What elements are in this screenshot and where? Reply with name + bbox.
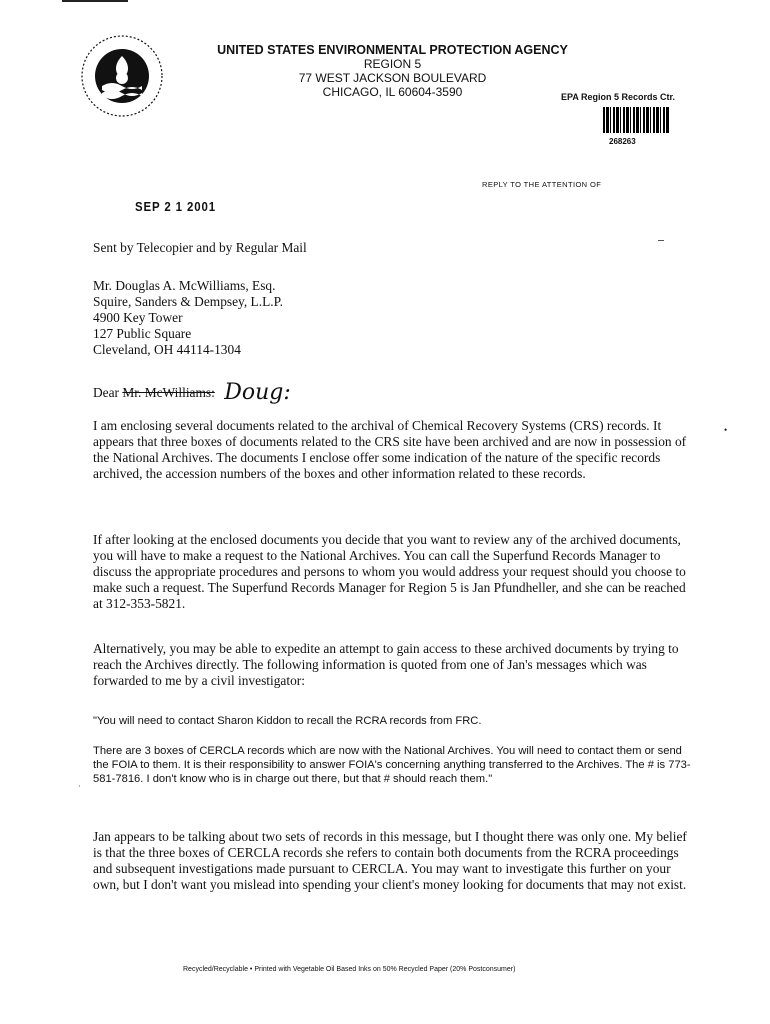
letterhead xyxy=(200,43,585,99)
sent-by-line: Sent by Telecopier and by Regular Mail xyxy=(93,240,307,255)
salutation xyxy=(93,378,291,403)
stray-mark: · xyxy=(78,782,81,791)
recycled-paper-footer: Recycled/Recyclable • Printed with Vegetable Oil Based Inks on 50% Recycled Paper (20% Postconsumer) xyxy=(183,966,516,973)
letter-date: SEP 2 1 2001 xyxy=(135,199,216,214)
paragraph-1: I am enclosing several documents related to the archival of Chemical Recovery Systems (CRS) records. It appears that three boxes of documents related to the CRS site have been archived and are now in possession of the National Archives. The documents I enclose offer some indication of the nature of the specific records archived, the accession numbers of the boxes and other information related to these records. xyxy=(93,418,687,481)
stray-mark: • xyxy=(724,425,728,435)
paragraph-2: If after looking at the enclosed documents you decide that you want to review any of the archived documents, you will have to make a request to the National Archives. You can call the Superfund Records Manager to discuss the appropriate procedures and persons to whom you would address your request should you choose to make such a request. The Superfund Records Manager for Region 5 is Jan Pfundheller, and she can be reached at 312-353-5821. xyxy=(93,532,686,611)
salutation-prefix: Dear xyxy=(93,385,120,400)
barcode-number: 268263 xyxy=(609,137,636,146)
handwritten-salutation: Doug: xyxy=(224,380,291,405)
agency-street: 77 WEST JACKSON BOULEVARD xyxy=(298,71,487,85)
quote-line-2: There are 3 boxes of CERCLA records which are now with the National Archives. You will need to contact them or send the FOIA to them. It is their responsibility to answer FOIA's concerning anything transferred to the Archives. The # is 773-581-7816. I don't know who is in charge out there, but that # should reach them." xyxy=(93,745,691,785)
reply-to-line: REPLY TO THE ATTENTION OF xyxy=(482,180,602,189)
address-line: 127 Public Square xyxy=(93,326,192,341)
address-line: Squire, Sanders & Dempsey, L.L.P. xyxy=(93,294,283,309)
quote-line-1: "You will need to contact Sharon Kiddon to recall the RCRA records from FRC. xyxy=(93,715,482,727)
address-line: Mr. Douglas A. McWilliams, Esq. xyxy=(93,278,276,293)
agency-name: UNITED STATES ENVIRONMENTAL PROTECTION AGENCY xyxy=(217,43,568,57)
top-rule xyxy=(62,0,128,2)
recipient-address xyxy=(93,278,693,358)
closing-paragraph: Jan appears to be talking about two sets of records in this message, but I thought there was only one. My belief is that the three boxes of CERCLA records she refers to contain both documents from the RCRA proceedings and subsequent investigations made pursuant to CERCLA. You may want to investigate this further on your own, but I don't want you mislead into spending your client's money looking for documents that may not exist. xyxy=(93,829,687,892)
records-center-label: EPA Region 5 Records Ctr. xyxy=(561,92,676,102)
epa-seal-icon xyxy=(80,34,164,118)
agency-region: REGION 5 xyxy=(363,57,422,71)
salutation-struck-name: Mr. McWilliams: xyxy=(122,385,215,400)
address-line: Cleveland, OH 44114-1304 xyxy=(93,342,241,357)
barcode xyxy=(603,107,670,133)
paragraph-3: Alternatively, you may be able to expedite an attempt to gain access to these archived documents by trying to reach the Archives directly. The following information is quoted from one of Jan's messages which was forwarded to me by a civil investigator: xyxy=(93,641,679,688)
address-line: 4900 Key Tower xyxy=(93,310,183,325)
agency-city: CHICAGO, IL 60604-3590 xyxy=(322,85,463,99)
